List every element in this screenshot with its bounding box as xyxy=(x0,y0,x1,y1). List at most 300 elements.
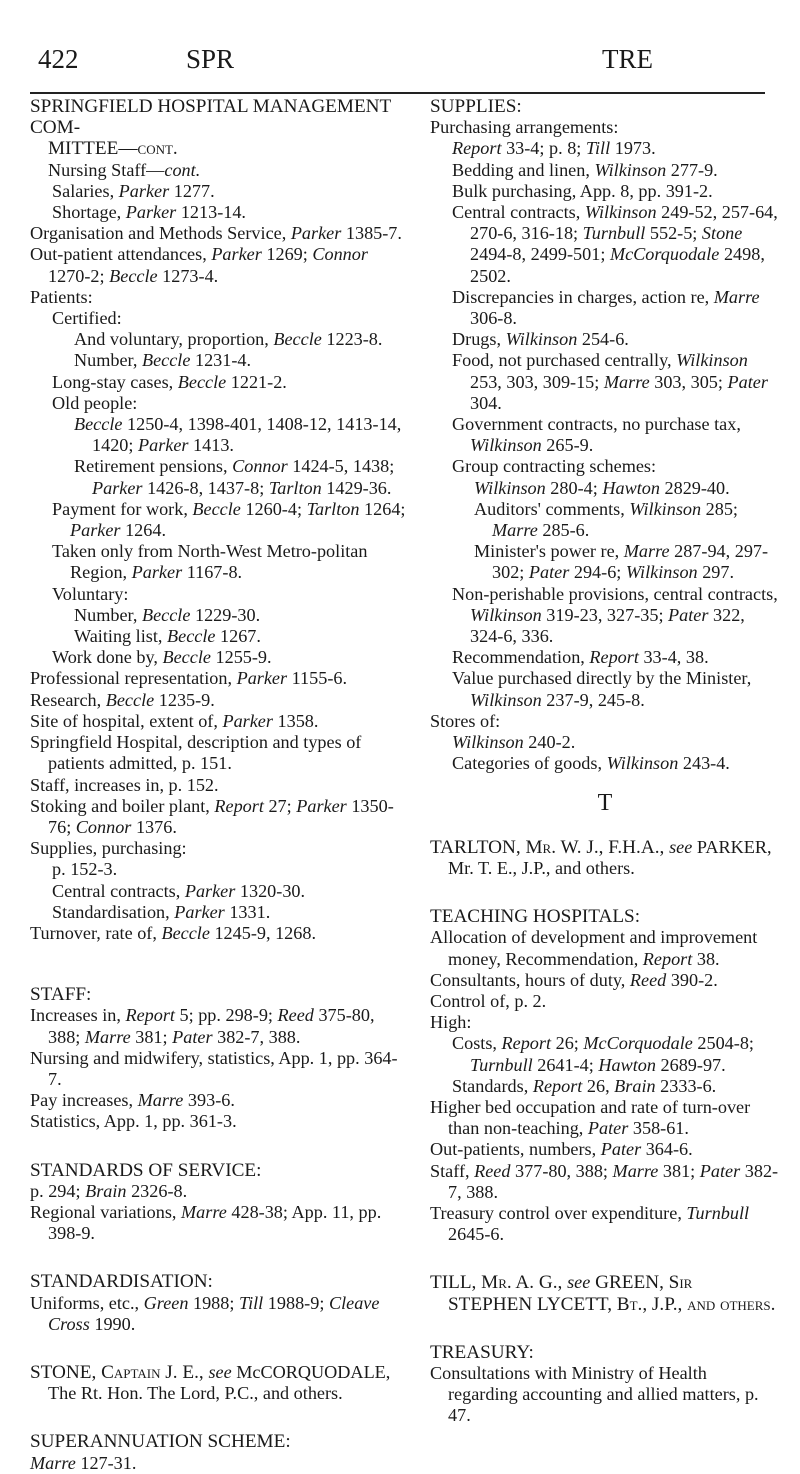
witness-reference: Wilkinson xyxy=(594,159,667,180)
witness-reference: Reed xyxy=(629,969,667,990)
index-entry xyxy=(430,1076,780,1097)
index-entry xyxy=(30,223,410,244)
index-entry xyxy=(30,1453,410,1474)
witness-reference: Wilkinson xyxy=(470,435,542,456)
witness-reference: Brain xyxy=(85,1180,127,1201)
witness-reference: Report xyxy=(589,647,639,668)
entry-text: 285; xyxy=(701,498,738,519)
entry-text: Non-perishable provisions, central contracts, xyxy=(452,583,778,604)
entry-text: 33-4, 38. xyxy=(638,647,709,668)
witness-reference: Report xyxy=(501,1033,552,1054)
entry-text: STANDARDS OF SERVICE: xyxy=(30,1159,262,1181)
entry-text: Number, xyxy=(74,604,142,625)
entry-text: 294-6; xyxy=(569,562,626,583)
entry-text: 390-2. xyxy=(666,969,718,990)
witness-reference: Wilkinson xyxy=(474,477,546,498)
entry-text: 1231-4. xyxy=(190,350,252,371)
entry-text: Waiting list, xyxy=(74,626,168,647)
index-heading xyxy=(30,1160,410,1181)
witness-reference: Report xyxy=(532,1075,583,1096)
index-entry xyxy=(30,456,410,498)
entry-text: Taken only from North-West Metro-politan Region, xyxy=(52,541,368,583)
entry-text: Staff, xyxy=(430,1160,475,1181)
index-heading xyxy=(30,984,410,1005)
witness-reference: Pater xyxy=(668,604,709,625)
witness-reference: Wilkinson xyxy=(452,732,524,753)
index-heading xyxy=(30,96,410,138)
index-heading xyxy=(30,1362,410,1404)
witness-reference: Marre xyxy=(137,1090,184,1111)
entry-text: Stoking and boiler plant, xyxy=(30,795,215,816)
entry-text: 26, xyxy=(582,1075,615,1096)
entry-text: Treasury control over expenditure, xyxy=(430,1202,687,1223)
witness-reference: Parker xyxy=(92,477,143,498)
witness-reference: Report xyxy=(125,1005,175,1026)
entry-text: Discrepancies in charges, action re, xyxy=(452,286,714,307)
witness-reference: see xyxy=(208,1361,232,1382)
entry-text: Payment for work, xyxy=(52,498,193,519)
witness-reference: McCorquodale xyxy=(583,1033,693,1054)
spacer xyxy=(430,1315,780,1342)
entry-text: 1331. xyxy=(224,901,271,922)
entry-text: STONE, Captain J. E., xyxy=(30,1361,209,1383)
index-heading xyxy=(430,837,780,879)
index-heading xyxy=(430,96,780,117)
witness-reference: Reed xyxy=(277,1005,314,1026)
spacer xyxy=(30,944,410,984)
entry-text: 27; xyxy=(263,795,297,816)
entry-text: 1221-2. xyxy=(226,371,287,392)
entry-text: Minister's power re, xyxy=(474,541,624,562)
entry-text: Purchasing arrangements: xyxy=(430,117,619,138)
index-entry xyxy=(30,881,410,902)
witness-reference: Marre xyxy=(84,1026,131,1047)
index-entry xyxy=(430,1097,780,1139)
witness-reference: Parker xyxy=(131,562,183,583)
entry-text: Regional variations, xyxy=(30,1201,182,1222)
entry-text: 382-7, 388. xyxy=(212,1026,301,1047)
entry-text: Group contracting schemes: xyxy=(452,456,657,477)
entry-text: TEACHING HOSPITALS: xyxy=(430,906,641,928)
index-heading xyxy=(30,1271,410,1292)
index-entry xyxy=(430,1161,780,1203)
witness-reference: Marre xyxy=(612,1160,659,1181)
entry-text: Auditors' comments, xyxy=(474,498,630,519)
entry-text: Higher bed occupation and rate of turn-over than non-teaching, xyxy=(430,1096,751,1139)
index-entry xyxy=(30,775,410,796)
entry-text: Stores of: xyxy=(430,710,501,731)
index-entry xyxy=(30,626,410,647)
entry-text: Pay increases, xyxy=(30,1090,138,1111)
entry-text: 280-4; xyxy=(545,477,603,498)
index-entry xyxy=(430,117,780,138)
entry-text: Bulk purchasing, App. 8, pp. 391-2. xyxy=(452,180,713,201)
index-entry xyxy=(430,329,780,350)
section-letter xyxy=(430,789,780,816)
entry-text: Allocation of development and improvement money, Recommendation, xyxy=(430,927,758,969)
index-entry xyxy=(430,647,780,668)
entry-text: 2333-6. xyxy=(655,1075,717,1096)
entry-text: 306-8. xyxy=(470,308,517,329)
witness-reference: Stone xyxy=(701,223,743,244)
entry-text: 1229-30. xyxy=(190,604,261,625)
witness-reference: Parker xyxy=(137,435,189,456)
entry-text: Supplies, purchasing: xyxy=(30,838,187,859)
entry-text: 1270-2; xyxy=(48,265,110,286)
entry-text: Uniforms, etc., xyxy=(30,1292,144,1313)
entry-text: 253, 303, 309-15; xyxy=(470,371,604,392)
entry-text: Shortage, xyxy=(52,202,126,223)
entry-text: Standardisation, xyxy=(52,901,175,922)
entry-text: Central contracts, xyxy=(52,880,185,901)
witness-reference: Pater xyxy=(172,1026,213,1047)
index-entry xyxy=(430,350,780,414)
entry-text: Control of, p. 2. xyxy=(430,990,547,1011)
entry-text: 358-61. xyxy=(628,1118,689,1139)
witness-reference: Turnbull xyxy=(470,1054,533,1075)
entry-text: Statistics, App. 1, pp. 361-3. xyxy=(30,1111,237,1132)
witness-reference: Green xyxy=(143,1292,189,1313)
witness-reference: Parker xyxy=(118,180,170,201)
witness-reference: see xyxy=(669,836,693,857)
index-entry xyxy=(430,1033,780,1075)
entry-text: 1250-4, 1398-401, 1408-12, 1413-14, 1420; xyxy=(92,414,402,456)
entry-text: Organisation and Methods Service, xyxy=(30,223,291,244)
entry-text: 1413. xyxy=(188,435,234,456)
entry-text: 265-9. xyxy=(541,435,594,456)
index-entry xyxy=(430,181,780,202)
entry-text: Out-patient attendances, xyxy=(30,244,212,265)
entry-text: 1358. xyxy=(272,710,319,731)
witness-reference: Beccle xyxy=(192,498,241,519)
entry-text: Retirement pensions, xyxy=(74,456,233,477)
witness-reference: Wilkinson xyxy=(625,562,698,583)
entry-text: Nursing and midwifery, statistics, App. 1, pp. 364-7. xyxy=(30,1047,398,1089)
witness-reference: Marre xyxy=(30,1452,76,1473)
entry-text: STANDARDISATION: xyxy=(30,1271,213,1293)
witness-reference: Hawton xyxy=(602,477,660,498)
index-entry xyxy=(30,160,410,181)
witness-reference: Wilkinson xyxy=(470,604,542,625)
index-entry xyxy=(30,668,410,689)
index-entry xyxy=(430,668,780,710)
entry-text: TILL, Mr. A. G., xyxy=(430,1272,568,1294)
entry-text: Turnover, rate of, xyxy=(30,922,162,943)
entry-text: 1223-8. xyxy=(321,329,383,350)
index-entry xyxy=(430,160,780,181)
witness-reference: Marre xyxy=(181,1201,227,1222)
entry-text: 249-52, 257-64, 270-6, 316-18; xyxy=(470,202,778,244)
witness-reference: Till xyxy=(585,138,611,159)
entry-text: 1167-8. xyxy=(182,562,243,583)
entry-text: 1235-9. xyxy=(154,689,215,710)
witness-reference: Pater xyxy=(528,562,570,583)
entry-text: 381; xyxy=(658,1160,700,1181)
header-rule xyxy=(30,92,765,94)
entry-text: Salaries, xyxy=(52,180,119,201)
left-catchword: SPR xyxy=(186,44,235,74)
spacer xyxy=(30,1335,410,1362)
entry-text: 287-94, 297-302; xyxy=(492,541,769,583)
witness-reference: Wilkinson xyxy=(584,202,657,223)
entry-text: 1350-76; xyxy=(48,795,394,837)
entry-text: 1267. xyxy=(215,626,261,647)
index-entry xyxy=(430,541,780,583)
witness-reference: Wilkinson xyxy=(676,350,748,371)
witness-reference: Wilkinson xyxy=(505,329,578,350)
entry-text: 254-6. xyxy=(577,329,629,350)
entry-text: 1988; xyxy=(188,1292,239,1313)
entry-text: 1429-36. xyxy=(321,477,392,498)
page-number: 422 xyxy=(38,44,79,74)
entry-text: 382-7, 388. xyxy=(448,1160,779,1202)
entry-text: 1213-14. xyxy=(176,202,246,223)
entry-text: 303, 305; xyxy=(649,371,728,392)
witness-reference: Parker xyxy=(296,795,347,816)
entry-text: 285-6. xyxy=(537,520,590,541)
index-entry xyxy=(30,859,410,880)
index-entry xyxy=(430,732,780,753)
entry-text: 1264. xyxy=(120,520,166,541)
entry-text: STAFF: xyxy=(30,984,92,1006)
entry-text: 1273-4. xyxy=(157,265,219,286)
entry-text: 2689-97. xyxy=(655,1054,726,1075)
entry-text: 1245-9, 1268. xyxy=(209,922,316,943)
entry-text: 322, 324-6, 336. xyxy=(470,604,745,647)
entry-text: Research, xyxy=(30,689,106,710)
entry-text: Patients: xyxy=(30,286,93,307)
witness-reference: Turnbull xyxy=(582,223,646,244)
witness-reference: Wilkinson xyxy=(470,689,542,710)
index-entry xyxy=(30,350,410,371)
index-entry xyxy=(30,287,410,308)
witness-reference: Hawton xyxy=(598,1054,656,1075)
right-column xyxy=(430,96,780,1427)
witness-reference: Turnbull xyxy=(686,1202,750,1223)
witness-reference: Beccle xyxy=(105,689,155,710)
entry-text: Out-patients, numbers, xyxy=(430,1139,601,1160)
entry-text: 319-23, 327-35; xyxy=(541,604,669,625)
index-entry xyxy=(430,1203,780,1245)
witness-reference: Report xyxy=(642,948,693,969)
spacer xyxy=(430,879,780,906)
witness-reference: Pater xyxy=(587,1118,629,1139)
index-entry xyxy=(430,287,780,329)
entry-text: 381; xyxy=(130,1026,173,1047)
entry-text: Value purchased directly by the Minister, xyxy=(452,668,752,689)
entry-text: 364-6. xyxy=(641,1139,693,1160)
witness-reference: Parker xyxy=(125,202,177,223)
witness-reference: Beccle xyxy=(177,371,227,392)
index-entry xyxy=(30,923,410,944)
witness-reference: Marre xyxy=(623,541,670,562)
witness-reference: Parker xyxy=(70,520,121,541)
entry-text: Site of hospital, extent of, xyxy=(30,710,223,731)
witness-reference: Cleave Cross xyxy=(48,1292,380,1334)
index-entry xyxy=(30,541,410,583)
witness-reference: Parker xyxy=(174,901,225,922)
entry-text: p. 152-3. xyxy=(52,859,118,880)
witness-reference: Tarlton xyxy=(268,477,322,498)
index-entry xyxy=(30,1005,410,1047)
entry-text: 1260-4; xyxy=(240,498,307,519)
entry-text: Springfield Hospital, description and types of patients admitted, p. 151. xyxy=(30,732,362,774)
index-entry xyxy=(30,605,410,626)
witness-reference: Connor xyxy=(232,456,288,477)
witness-reference: Brain xyxy=(614,1075,656,1096)
witness-reference: Beccle xyxy=(141,604,191,625)
entry-text: 393-6. xyxy=(183,1090,235,1111)
index-entry xyxy=(430,478,780,499)
entry-text: McCORQUODALE, The Rt. Hon. The Lord, P.C., and others. xyxy=(48,1361,391,1404)
entry-text: TREASURY: xyxy=(430,1341,534,1363)
index-entry xyxy=(430,970,780,991)
index-entry xyxy=(430,202,780,287)
witness-reference: McCorquodale xyxy=(609,244,720,265)
witness-reference: see xyxy=(567,1272,591,1293)
entry-text: Number, xyxy=(74,350,142,371)
entry-text: 428-38; App. 11, pp. 398-9. xyxy=(48,1201,382,1244)
witness-reference: Tarlton xyxy=(306,498,360,519)
entry-text: 2829-40. xyxy=(659,477,730,498)
entry-text: Voluntary: xyxy=(52,583,129,604)
entry-text: SUPPLIES: xyxy=(430,96,522,117)
witness-reference: Beccle xyxy=(141,350,191,371)
entry-text: 237-9, 245-8. xyxy=(541,689,645,710)
entry-text: 1385-7. xyxy=(341,223,402,244)
witness-reference: cont. xyxy=(164,159,201,180)
index-entry xyxy=(30,329,410,350)
entry-text: 2494-8, 2499-501; xyxy=(470,244,610,265)
witness-reference: Marre xyxy=(603,371,650,392)
running-header xyxy=(0,44,800,84)
entry-text: And voluntary, proportion, xyxy=(74,329,274,350)
spacer xyxy=(30,1404,410,1431)
index-entry xyxy=(30,838,410,859)
entry-text: 33-4; p. 8; xyxy=(501,138,586,159)
entry-text: Work done by, xyxy=(52,647,163,668)
entry-text: Costs, xyxy=(452,1033,502,1054)
index-entry xyxy=(30,1048,410,1090)
entry-text: 240-2. xyxy=(523,732,576,753)
witness-reference: Parker xyxy=(222,710,273,731)
entry-text: 2504-8; xyxy=(692,1033,754,1054)
entry-text: GREEN, Sir STEPHEN LYCETT, Bt., J.P., and others. xyxy=(448,1272,776,1315)
index-entry xyxy=(30,1111,410,1132)
witness-reference: Beccle xyxy=(273,329,322,350)
spacer xyxy=(30,1133,410,1160)
witness-reference: Marre xyxy=(492,520,538,541)
entry-text: Long-stay cases, xyxy=(52,371,178,392)
index-entry xyxy=(430,456,780,477)
entry-text: 1155-6. xyxy=(287,668,348,689)
index-entry xyxy=(30,1202,410,1244)
entry-text: PARKER, Mr. T. E., J.P., and others. xyxy=(448,836,772,878)
entry-text: Consultations with Ministry of Health regarding accounting and allied matters, p. 47. xyxy=(430,1362,759,1426)
entry-text: 1376. xyxy=(131,816,177,837)
witness-reference: Beccle xyxy=(109,265,158,286)
witness-reference: Beccle xyxy=(74,414,123,435)
witness-reference: Pater xyxy=(727,371,768,392)
index-entry xyxy=(30,244,410,286)
witness-reference: Marre xyxy=(713,286,760,307)
index-entry xyxy=(30,393,410,414)
entry-text: Drugs, xyxy=(452,329,506,350)
entry-text: 377-80, 388; xyxy=(510,1160,613,1181)
entry-text: Consultants, hours of duty, xyxy=(430,969,630,990)
index-entry xyxy=(30,308,410,329)
entry-text: p. 294; xyxy=(30,1180,86,1201)
entry-text: Government contracts, no purchase tax, xyxy=(452,414,741,435)
index-entry xyxy=(430,414,780,456)
entry-text: 2641-4; xyxy=(532,1054,599,1075)
entry-text: 1269; xyxy=(261,244,313,265)
witness-reference: Connor xyxy=(312,244,368,265)
entry-text: 1320-30. xyxy=(235,880,306,901)
witness-reference: Pater xyxy=(600,1139,642,1160)
entry-text: Old people: xyxy=(52,392,138,413)
entry-text: High: xyxy=(430,1012,472,1033)
entry-text: Central contracts, xyxy=(452,202,585,223)
witness-reference: Parker xyxy=(290,223,342,244)
index-entry xyxy=(430,499,780,541)
entry-text: 1973. xyxy=(610,138,656,159)
entry-text: T xyxy=(597,789,613,816)
index-entry xyxy=(430,1363,780,1427)
witness-reference: Reed xyxy=(474,1160,511,1181)
entry-text: 375-80, 388; xyxy=(48,1005,375,1047)
witness-reference: Beccle xyxy=(167,626,216,647)
index-entry xyxy=(430,753,780,774)
witness-reference: Wilkinson xyxy=(629,498,702,519)
entry-text: 1426-8, 1437-8; xyxy=(142,477,269,498)
witness-reference: Till xyxy=(238,1292,264,1313)
index-entry xyxy=(30,796,410,838)
index-entry xyxy=(30,584,410,605)
index-heading xyxy=(430,906,780,927)
index-entry xyxy=(430,991,780,1012)
witness-reference: Pater xyxy=(699,1160,741,1181)
index-heading xyxy=(430,1272,780,1314)
witness-reference: Report xyxy=(214,795,264,816)
entry-text: 2645-6. xyxy=(448,1224,505,1245)
index-entry xyxy=(430,711,780,732)
index-entry xyxy=(430,927,780,969)
entry-text: SUPERANNUATION SCHEME: xyxy=(30,1431,291,1453)
entry-text: MITTEE—cont. xyxy=(48,138,178,160)
spacer xyxy=(30,1244,410,1271)
index-entry xyxy=(30,711,410,732)
entry-text: 5; pp. 298-9; xyxy=(174,1005,278,1026)
entry-text: 2326-8. xyxy=(126,1180,188,1201)
index-entry xyxy=(430,1012,780,1033)
witness-reference: Wilkinson xyxy=(606,753,679,774)
entry-text: Nursing Staff— xyxy=(48,159,165,180)
entry-text: 127-31. xyxy=(75,1452,137,1473)
right-catchword: TRE xyxy=(602,44,653,74)
index-entry xyxy=(30,1090,410,1111)
spacer xyxy=(430,1245,780,1272)
entry-text: Categories of goods, xyxy=(452,753,607,774)
entry-text: SPRINGFIELD HOSPITAL MANAGEMENT COM- xyxy=(30,96,391,139)
left-column xyxy=(30,96,410,1474)
index-entry xyxy=(430,584,780,648)
index-heading xyxy=(30,1431,410,1452)
witness-reference: Parker xyxy=(236,668,288,689)
entry-text: 1424-5, 1438; xyxy=(287,456,395,477)
index-entry xyxy=(30,499,410,541)
index-entry xyxy=(30,647,410,668)
